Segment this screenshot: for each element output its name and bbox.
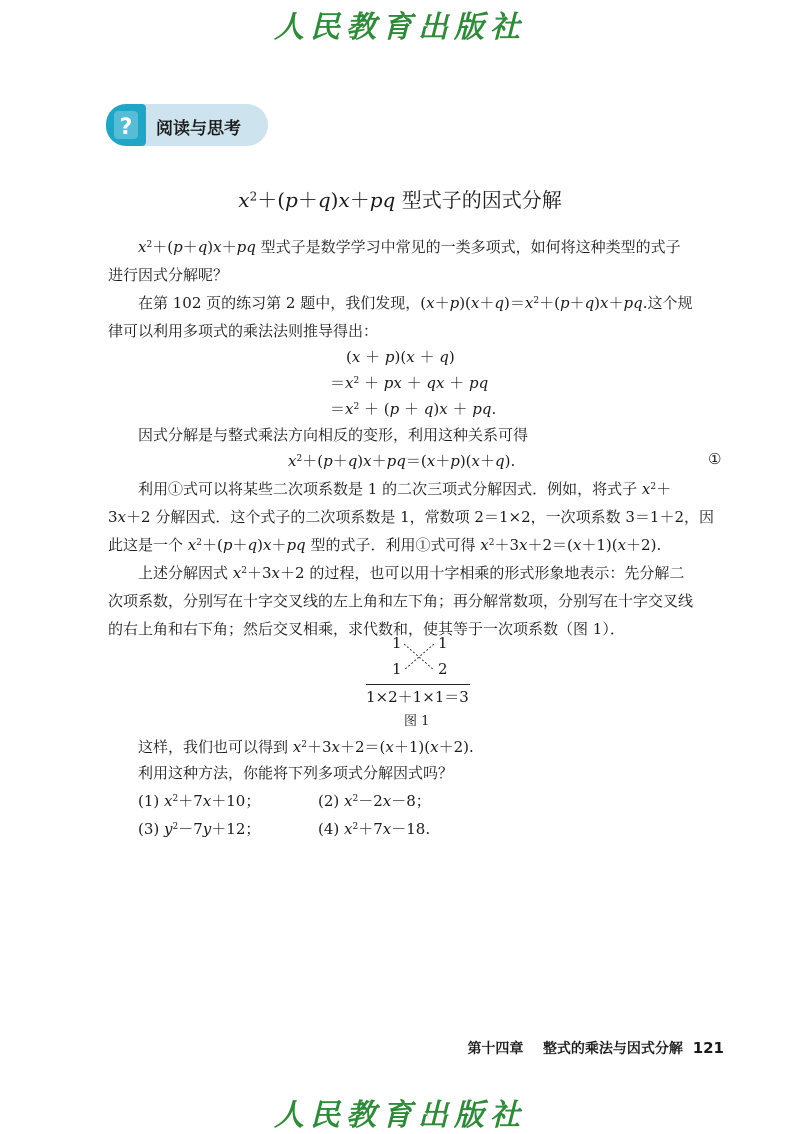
para6: 这样，我们也可以得到 $x^2+3x+2=(x+1)(x+2)$. — [138, 738, 474, 756]
figure-caption: 图 1 — [404, 714, 430, 729]
para5-line-1: 上述分解因式 $x^2+3x+2$ 的过程，也可以用十字相乘的形式形象地表示：先分解二 — [138, 564, 685, 582]
exercise-4: (4) $x^2+7x-18$. — [318, 820, 431, 838]
figure-sum: 1×2＋1×1＝3 — [366, 688, 469, 706]
figure-top-left: 1 — [392, 634, 402, 652]
para4-line-2: 3x＋2 分解因式．这个式子的二次项系数是 1，常数项 2＝1×2，一次项系数 3＝1＋2，因 — [108, 508, 715, 526]
para2-line-2: 律可以利用多项式的乘法法则推导得出： — [108, 322, 379, 340]
intro-line-2: 进行因式分解呢？ — [108, 266, 229, 284]
figure-bottom-left: 1 — [392, 660, 402, 678]
page-title: $x^2+(p+q)x+pq$ 型式子的因式分解 — [238, 188, 562, 212]
exercise-2: (2) $x^2-2x-8$； — [318, 792, 431, 810]
derivation-step-1: (x ＋ p)(x ＋ q) — [346, 348, 455, 366]
figure-cross-lines — [400, 640, 440, 674]
figure-sum-rule — [366, 684, 470, 685]
derivation-step-3: $=x^2 + (p + q)x$ ＋ pq. — [330, 400, 497, 418]
publisher-watermark-bottom: 人民教育出版社 — [274, 1098, 526, 1133]
equation-marker: ① — [708, 450, 722, 468]
para7: 利用这种方法，你能将下列多项式分解因式吗？ — [138, 764, 454, 782]
figure-top-right: 1 — [438, 634, 448, 652]
para2-line-1: 在第 102 页的练习第 2 题中，我们发现，$(x+p)(x+q)=x^2+(p+q)x+pq$.这个规 — [138, 294, 693, 312]
footer-chapter: 第十四章 — [467, 1041, 524, 1057]
para5-line-2: 次项系数，分别写在十字交叉线的左上角和左下角；再分解常数项，分别写在十字交叉线 — [108, 592, 694, 610]
equation-1: $x^2+(p+q)x+pq=(x+p)(x+q)$. — [288, 452, 516, 470]
section-badge-label: 阅读与思考 — [156, 119, 241, 139]
footer-chapter-title: 整式的乘法与因式分解 — [542, 1041, 683, 1057]
intro-line-1: $x^2+(p+q)x+pq$ 型式子是数学学习中常见的一类多项式，如何将这种类型的式子 — [138, 238, 681, 256]
page-number: 121 — [692, 1039, 724, 1057]
para4-line-1: 利用①式可以将某些二次项系数是 1 的二次三项式分解因式．例如，将式子 $x^2+$ — [138, 480, 672, 498]
question-mark-icon — [106, 104, 146, 146]
publisher-watermark-top: 人民教育出版社 — [274, 10, 526, 45]
para5-line-3: 的右上角和右下角；然后交叉相乘，求代数和，使其等于一次项系数（图 1）． — [108, 620, 625, 638]
svg-text:?: ? — [119, 115, 133, 140]
para4-line-3: 此这是一个 $x^2+(p+q)x+pq$ 型的式子．利用①式可得 $x^2+3x+2=(x+1)(x+2)$. — [108, 536, 662, 554]
page-footer — [0, 1038, 724, 1058]
figure-bottom-right: 2 — [438, 660, 448, 678]
derivation-step-2: $=x^2$ ＋ px ＋ qx ＋ pq — [330, 374, 489, 392]
exercise-1: (1) $x^2+7x+10$； — [138, 792, 261, 810]
section-badge — [106, 104, 268, 146]
para3: 因式分解是与整式乘法方向相反的变形，利用这种关系可得 — [138, 426, 529, 444]
exercise-3: (3) $y^2-7y+12$； — [138, 820, 261, 838]
